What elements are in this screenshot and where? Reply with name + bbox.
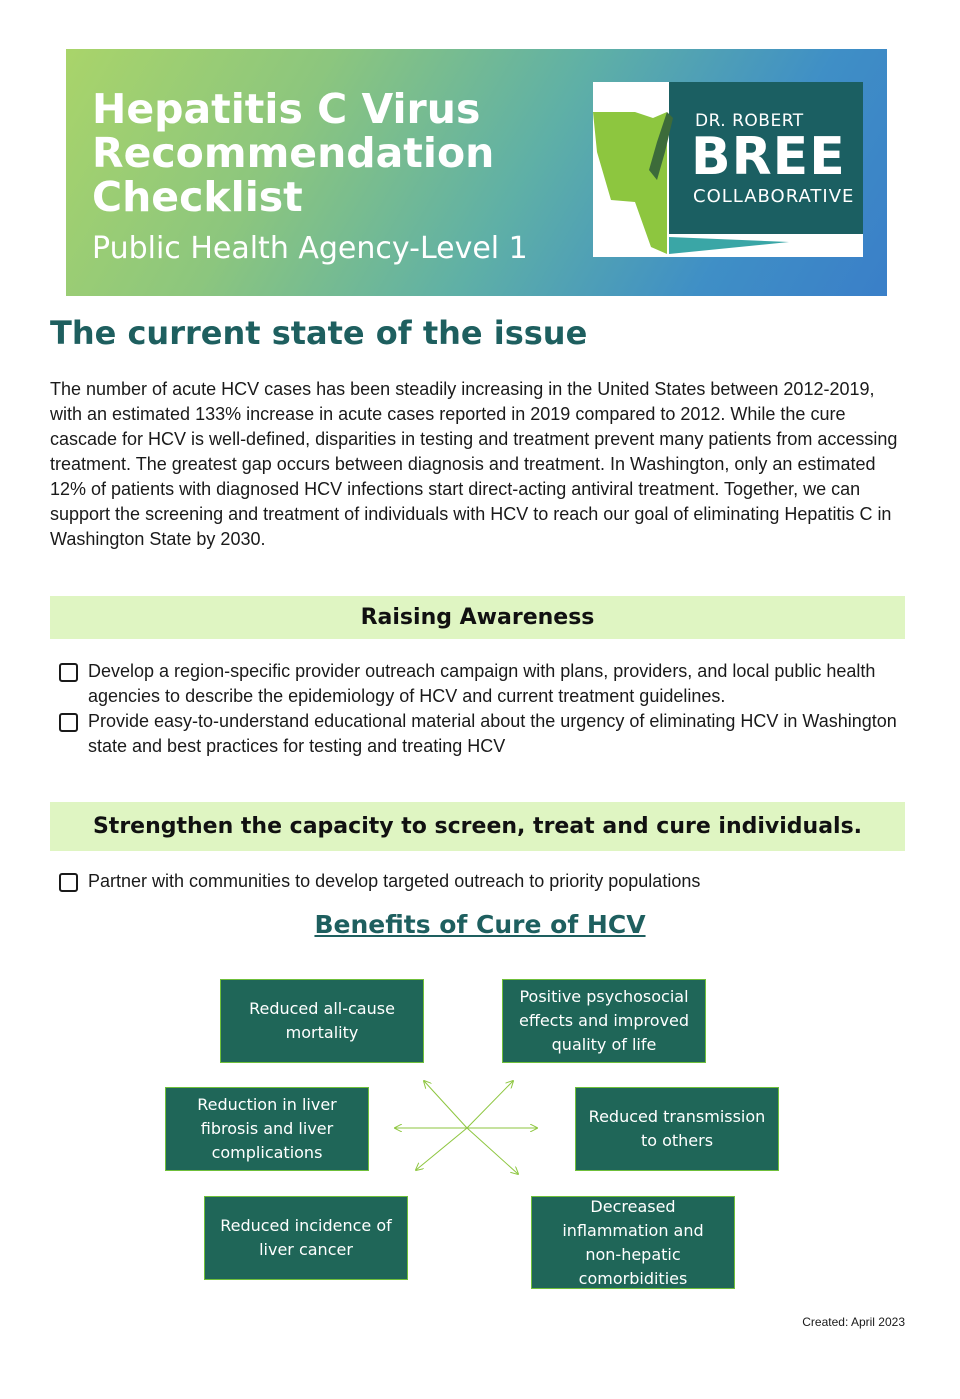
raising-awareness-heading: Raising Awareness — [50, 596, 905, 639]
created-date: Created: April 2023 — [802, 1315, 905, 1329]
strengthen-capacity-heading: Strengthen the capacity to screen, treat and cure individuals. — [50, 802, 905, 851]
checklist-item — [58, 709, 908, 759]
section-title: The current state of the issue — [50, 314, 588, 352]
checklist-item-text: Develop a region-specific provider outreach campaign with plans, providers, and local public health agencies to describe the epidemiology of HCV and current treatment guidelines. — [88, 661, 876, 706]
benefit-box-transmission: Reduced transmission to others — [575, 1087, 779, 1171]
document-title — [92, 87, 592, 219]
awareness-checklist — [58, 659, 908, 759]
checklist-item — [58, 869, 908, 894]
benefits-title: Benefits of Cure of HCV — [314, 910, 646, 939]
document-subtitle: Public Health Agency-Level 1 — [92, 231, 528, 266]
capacity-checklist — [58, 869, 908, 894]
title-line-3: Checklist — [92, 173, 303, 221]
checklist-item — [58, 659, 908, 709]
title-line-2: Recommendation — [92, 129, 495, 177]
benefit-box-inflammation: Decreased inflammation and non-hepatic comorbidities — [531, 1196, 735, 1289]
benefit-arrows-icon — [390, 1075, 545, 1185]
title-line-1: Hepatitis C Virus — [92, 85, 481, 133]
benefit-box-psychosocial: Positive psychosocial effects and improved quality of life — [502, 979, 706, 1063]
checkbox[interactable] — [59, 873, 78, 892]
logo-text-collaborative: COLLABORATIVE — [693, 186, 855, 207]
intro-paragraph: The number of acute HCV cases has been steadily increasing in the United States between 2012-2019, with an estimated 133% increase in acute cases reported in 2019 compared to 2012. While the cure cascade for HCV is well-defined, disparities in testing and treatment prevent many patients from accessing treatment. The greatest gap occurs between diagnosis and treatment. In Washington, only an estimated 12% of patients with diagnosed HCV infections start direct-acting antiviral treatment. Together, we can support the screening and treatment of individuals with HCV to reach our goal of eliminating Hepatitis C in Washington State by 2030. — [50, 379, 898, 549]
bree-collaborative-logo — [593, 82, 863, 257]
header-banner — [66, 49, 887, 296]
benefit-box-mortality: Reduced all-cause mortality — [220, 979, 424, 1063]
benefit-box-liver-fibrosis: Reduction in liver fibrosis and liver complications — [165, 1087, 369, 1171]
checklist-item-text: Partner with communities to develop targeted outreach to priority populations — [88, 871, 701, 891]
checkbox[interactable] — [59, 713, 78, 732]
benefit-box-liver-cancer: Reduced incidence of liver cancer — [204, 1196, 408, 1280]
checkbox[interactable] — [59, 663, 78, 682]
logo-text-dr-robert: DR. ROBERT — [695, 111, 804, 131]
checklist-item-text: Provide easy-to-understand educational material about the urgency of eliminating HCV in Washington state and best practices for testing and treating HCV — [88, 711, 897, 756]
logo-text-bree: BREE — [691, 127, 846, 187]
